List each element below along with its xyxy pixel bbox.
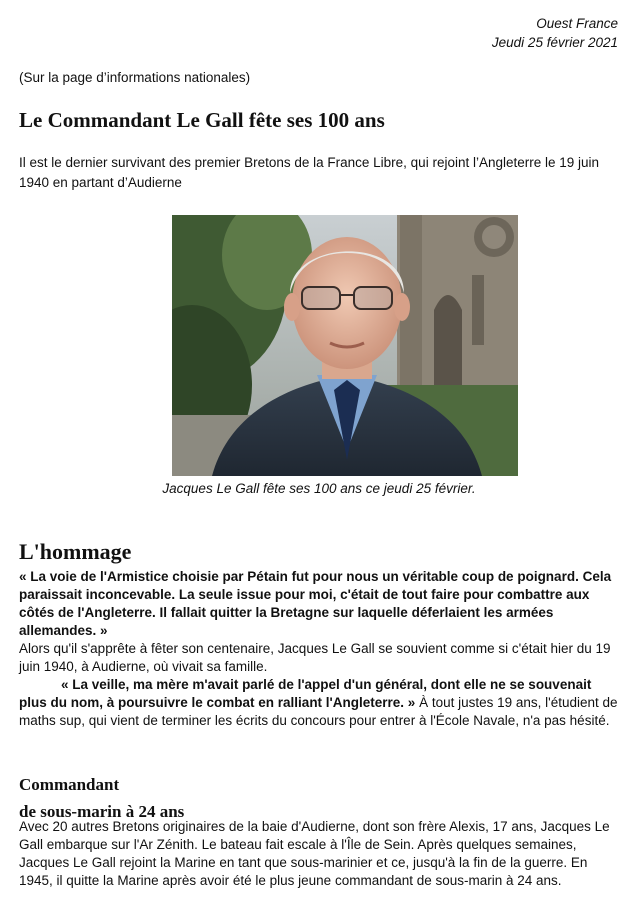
portrait-photo: [172, 215, 518, 476]
article-title: Le Commandant Le Gall fête ses 100 ans: [19, 108, 385, 132]
section-heading-hommage: L'hommage: [19, 539, 132, 564]
section-heading-line1: Commandant: [19, 775, 120, 794]
section-hommage-body: [19, 568, 619, 730]
paragraph-ar-zenith: Avec 20 autres Bretons originaires de la baie d'Audierne, dont son frère Alexis, 17 ans, Jacques Le Gall embarque sur l'Ar Zénith. Le bateau fait escale à l'Île de Sein. Après quelques semaines, Jacques Le Gall rejoint la Marine en tant que sous-marinier et ce, jusqu'à la fin de la guerre. En 1945, il quitte la Marine après avoir été le plus jeune commandant de sous-marin à 24 ans.: [19, 819, 610, 888]
quote-appel: « La veille, ma mère m'avait parlé de l'appel d'un général, dont elle ne se souvenait plus du nom, à poursuivre le combat en ralliant l'Angleterre. »: [19, 677, 592, 710]
publication-name: Ouest France: [536, 16, 618, 31]
paragraph-centenaire: Alors qu'il s'apprête à fêter son centenaire, Jacques Le Gall se souvient comme si c'était hier du 19 juin 1940, à Audierne, où vivait sa famille.: [19, 641, 611, 674]
paragraph-ecole-navale: À tout justes 19 ans, l'étudient de maths sup, qui vient de terminer les écrits du concours pour entrer à l'École Navale, n'a pas hésité.: [19, 695, 618, 728]
article-lead: Il est le dernier survivant des premier Bretons de la France Libre, qui rejoint l’Angleterre le 19 juin 1940 en partant d’Audierne: [19, 155, 600, 190]
page-note: (Sur la page d’informations nationales): [19, 70, 251, 85]
publication-date: Jeudi 25 février 2021: [491, 35, 618, 50]
paragraph-appel: [19, 676, 619, 730]
quote-armistice: « La voie de l'Armistice choisie par Pétain fut pour nous un véritable coup de poignard. Cela paraissait inconcevable. La seule issue pour moi, c'était de tout faire pour combattre aux côtés de l'Angleterre. Il fallait quitter la Bretagne sur laquelle déferlaient les armées allemandes. »: [19, 569, 612, 638]
publication-info: [492, 14, 618, 52]
section-heading-commandant: [19, 771, 184, 825]
photo-caption: Jacques Le Gall fête ses 100 ans ce jeudi 25 février.: [162, 481, 476, 496]
section-heading-line2: de sous-marin à 24 ans: [19, 802, 185, 821]
